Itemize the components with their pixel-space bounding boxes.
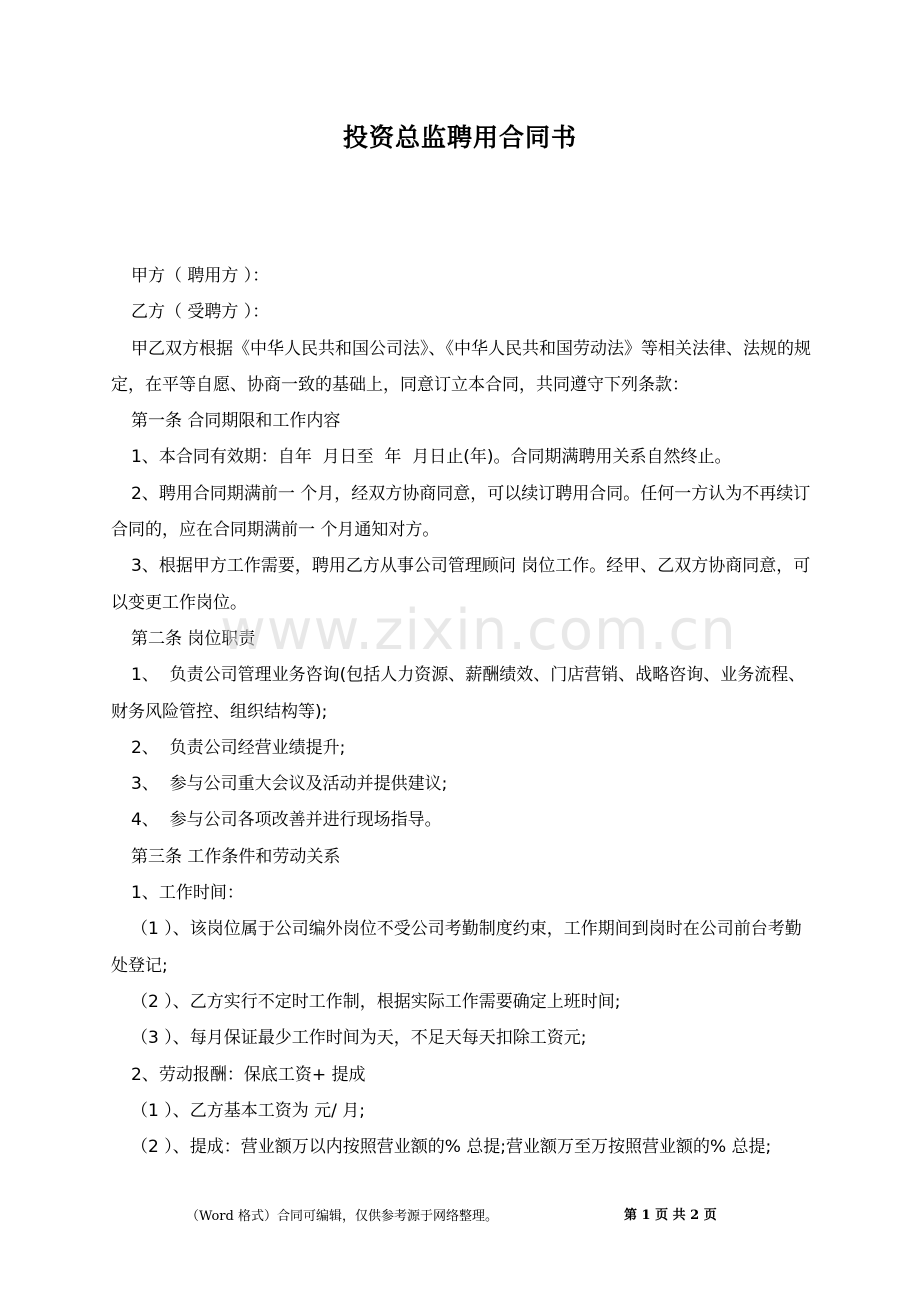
document-title: 投资总监聘用合同书	[342, 123, 577, 152]
article-3-item-1: 1、工作时间：	[131, 883, 244, 904]
article-1-clause-3: 3、根据甲方工作需要，聘用乙方从事公司管理顾问 岗位工作。经甲、乙双方协商同意，可以变更工作岗位。	[111, 556, 811, 613]
article-1-heading: 第一条 合同期限和工作内容	[131, 411, 341, 432]
article-3-item-2-sub-1: （1 ）、乙方基本工资为 元/ 月;	[131, 1100, 365, 1121]
footer-note: （Word 格式）合同可编辑，仅供参考源于网络整理。	[186, 1209, 498, 1224]
article-1-clause-1: 1、本合同有效期：自年 月日至 年 月日止(年)。合同期满聘用关系自然终止。	[131, 447, 732, 468]
article-3-item-1-sub-1: （1 ）、该岗位属于公司编外岗位不受公司考勤制度约束，工作期间到岗时在公司前台考勤处登记;	[111, 919, 802, 976]
footer-page-number: 第 1 页 共 2 页	[624, 1208, 717, 1223]
article-3-item-1-sub-3: （3 ）、每月保证最少工作时间为天，不足天每天扣除工资元;	[131, 1028, 587, 1049]
article-3-item-2: 2、劳动报酬：保底工资+ 提成	[131, 1064, 366, 1085]
article-2-duty-2: 2、 负责公司经营业绩提升;	[131, 737, 346, 758]
party-b-line: 乙方（ 受聘方 ）：	[131, 302, 270, 323]
preamble-paragraph: 甲乙双方根据《中华人民共和国公司法》、《中华人民共和国劳动法》等相关法律、法规的规定，在平等自愿、协商一致的基础上，同意订立本合同，共同遵守下列条款：	[111, 338, 811, 395]
article-2-duty-1: 1、 负责公司管理业务咨询(包括人力资源、薪酬绩效、门店营销、战略咨询、业务流程、财务风险管控、组织结构等);	[111, 665, 806, 722]
article-2-duty-4: 4、 参与公司各项改善并进行现场指导。	[131, 810, 442, 831]
article-1-clause-2: 2、聘用合同期满前一 个月，经双方协商同意，可以续订聘用合同。任何一方认为不再续订合同的，应在合同期满前一 个月通知对方。	[111, 483, 811, 541]
article-3-item-2-sub-2: （2 ）、提成：营业额万以内按照营业额的% 总提;营业额万至万按照营业额的% 总提;	[131, 1137, 772, 1158]
watermark: www.zixin.com.cn	[220, 598, 737, 663]
article-2-duty-3: 3、 参与公司重大会议及活动并提供建议;	[131, 774, 448, 795]
article-3-heading: 第三条 工作条件和劳动关系	[131, 846, 341, 867]
document-body	[111, 258, 811, 1165]
article-3-item-1-sub-2: （2 ）、乙方实行不定时工作制，根据实际工作需要确定上班时间;	[131, 991, 621, 1012]
article-2-heading: 第二条 岗位职责	[131, 628, 256, 649]
party-a-line: 甲方（ 聘用方 ）：	[131, 266, 270, 286]
